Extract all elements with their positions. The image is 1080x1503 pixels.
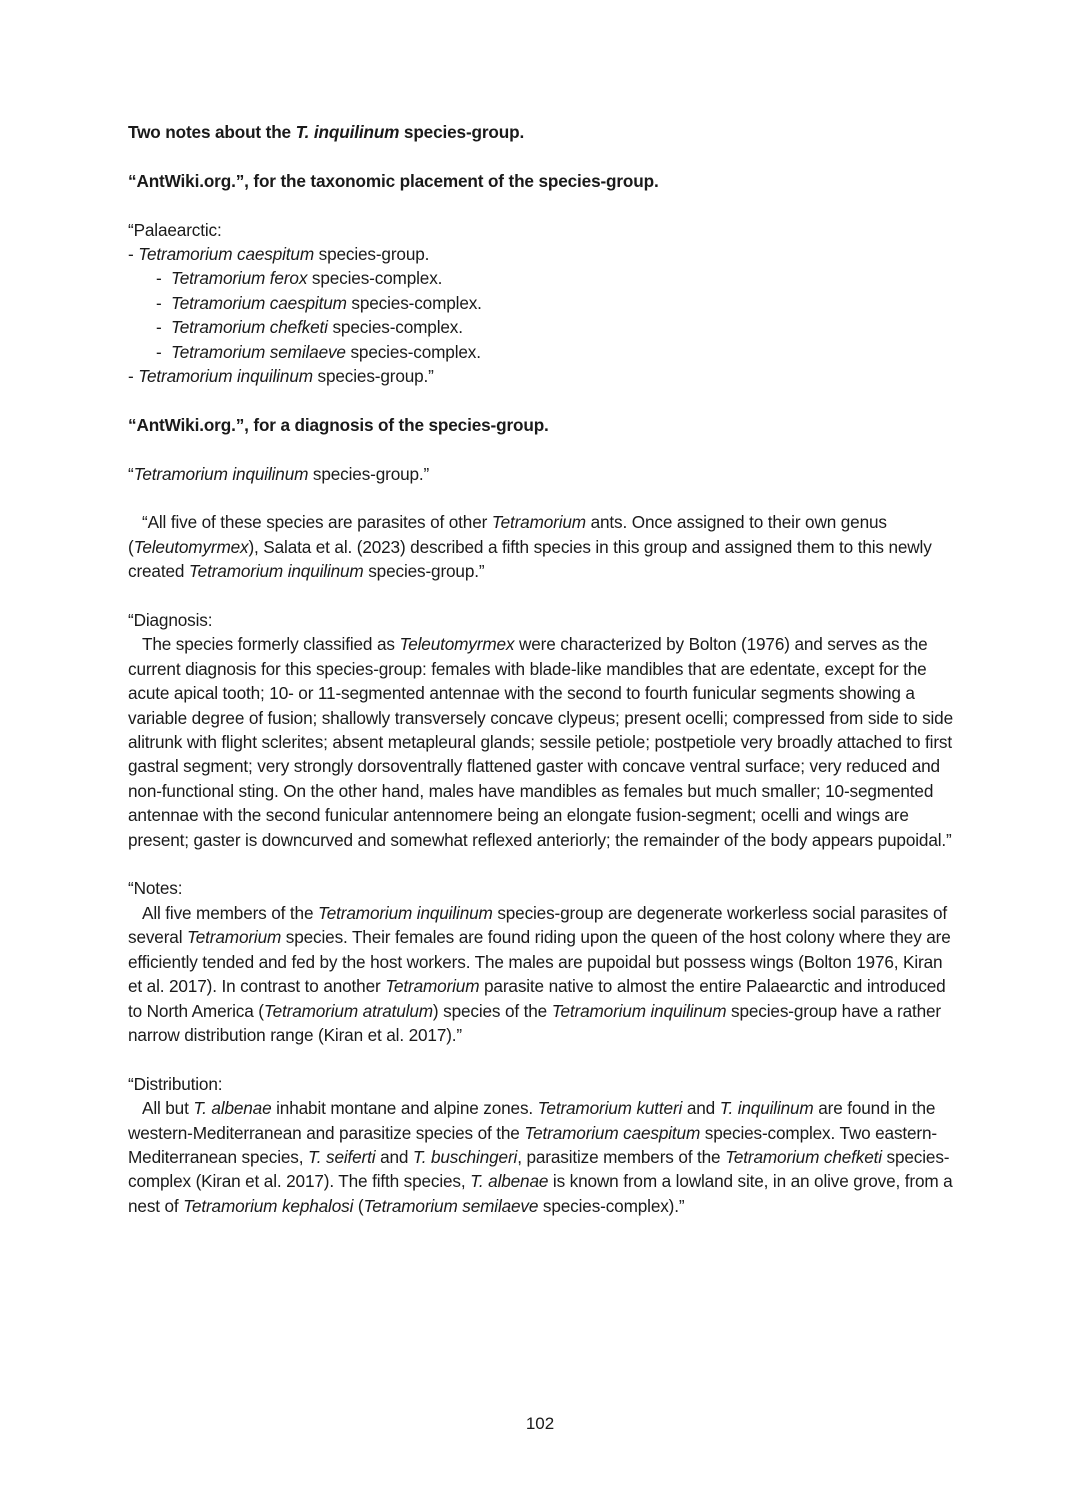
group-title-quote: “Tetramorium inquilinum species-group.” [128,463,430,484]
taxonomy-group-inquilinum: - Tetramorium inquilinum species-group.” [128,366,434,387]
notes-paragraph: All five members of the Tetramorium inquilinum species-group are degenerate workerless social parasites of several Tetramorium species. Their females are found riding upon the queen of the host colony where they are efficiently tended and fed by the host workers. The males are pupoidal but possess wings (Bolton 1976, Kiran et al. 2017). In contrast to another Tetramorium parasite native to almost the entire Palaearctic and introduced to North America (Tetramorium atratulum) species of the Tetramorium inquilinum species-group have a rather narrow distribution range (Kiran et al. 2017).” [128,902,951,1045]
section-heading-taxonomic-placement: “AntWiki.org.”, for the taxonomic placement of the species-group. [128,170,659,191]
notes-label: “Notes: [128,878,183,899]
intro-paragraph: “All five of these species are parasites of other Tetramorium ants. Once assigned to their own genus (Teleutomyrmex), Salata et al. (2023) described a fifth species in this group and assigned them to this newly created Tetramorium inquilinum species-group.” [128,512,932,582]
taxonomy-group-caespitum: - Tetramorium caespitum species-group. [128,244,430,264]
taxonomy-list [128,218,958,389]
taxonomy-complex-item: - Tetramorium semilaeve species-complex. [156,341,481,362]
taxonomy-intro: “Palaearctic: [128,219,222,240]
diagnosis-label: “Diagnosis: [128,610,213,631]
taxonomy-complex-item: - Tetramorium ferox species-complex. [156,268,443,289]
taxonomy-complex-item: - Tetramorium chefketi species-complex. [156,317,463,338]
diagnosis-paragraph: The species formerly classified as Teleutomyrmex were characterized by Bolton (1976) and serves as the current diagnosis for this species-group: females with blade-like mandibles that are edentate, except for the acute apical tooth; 10- or 11-segmented antennae with the second to fourth funicular segments showing a variable degree of fusion; shallowly transversely concave clypeus; present ocelli; compressed from side to side alitrunk with flight sclerites; absent metapleural glands; sessile petiole; postpetiole very broadly attached to first gastral segment; very strongly dorsoventrally flattened gaster with concave ventral surface; very reduced and non-functional sting. On the other hand, males have mandibles as females but much smaller; 10-segmented antennae with the second funicular antennomere being an elongate fusion-segment; ocelli and wings are present; gaster is downcurved and somewhat reflexed anteriorly; the remainder of the body appears pupoidal.” [128,634,953,850]
distribution-paragraph: All but T. albenae inhabit montane and alpine zones. Tetramorium kutteri and T. inquilinum are found in the western-Mediterranean and parasitize species of the Tetramorium caespitum species-complex. Two eastern-Mediterranean species, T. seiferti and T. buschingeri, parasitize members of the Tetramorium chefketi species-complex (Kiran et al. 2017). The fifth species, T. albenae is known from a lowland site, in an olive grove, from a nest of Tetramorium kephalosi (Tetramorium semilaeve species-complex).” [128,1098,953,1216]
page-number: 102 [525,1414,555,1433]
document-title: Two notes about the T. inquilinum species-group. [128,122,525,142]
section-heading-diagnosis: “AntWiki.org.”, for a diagnosis of the species-group. [128,414,549,435]
taxonomy-complex-item: - Tetramorium caespitum species-complex. [156,292,482,313]
distribution-label: “Distribution: [128,1073,223,1094]
document-page [128,120,958,1218]
